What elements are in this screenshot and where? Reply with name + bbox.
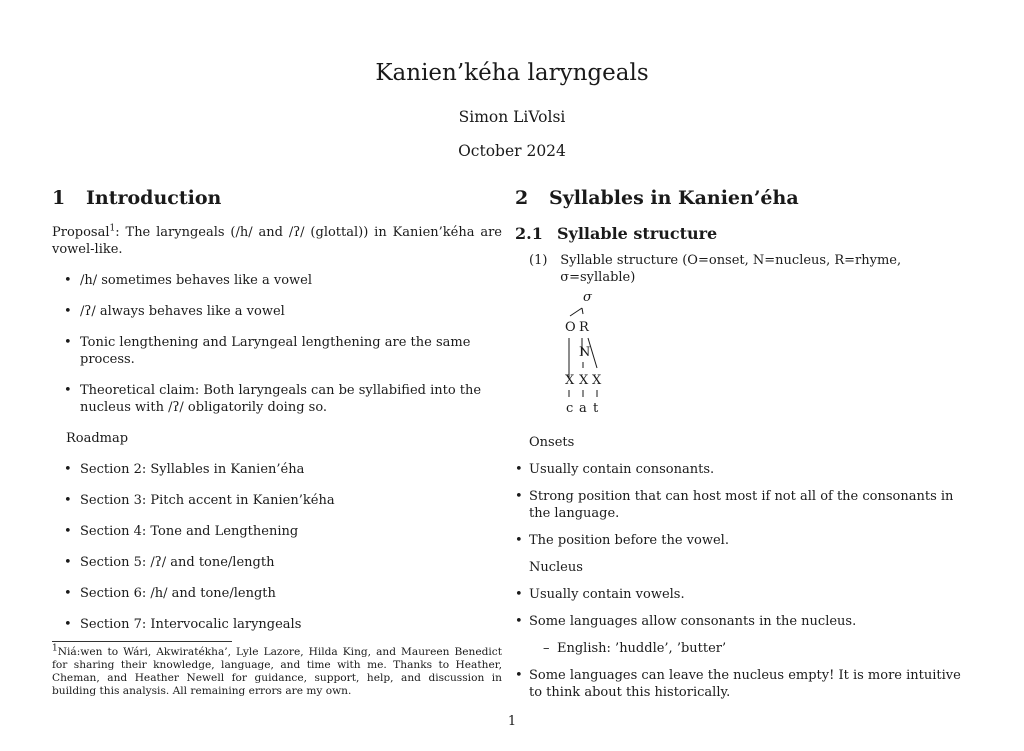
subsection-heading (515, 224, 970, 244)
list-item: • Section 5: /ʔ/ and tone/length (52, 554, 502, 571)
footnote (52, 643, 502, 698)
segment-3: t (593, 401, 599, 416)
list-item: • Usually contain vowels. (515, 586, 970, 603)
list-item: • Section 7: Intervocalic laryngeals (52, 616, 502, 633)
footnote-text: Niá:wen to Wári, Akwiratékha’, Lyle Lazore, Hilda King, and Maureen Benedict for sharing their knowledge, language, and time with me. Thanks to Heather, Cheman, and Heather Newell for guidance, support, help, and discussion in building this analysis. All remaining errors are my own. (52, 646, 502, 697)
list-item: • Some languages can leave the nucleus empty! It is more intuitive to think about this historically. (515, 667, 970, 701)
nucleus-label: Nucleus (529, 560, 583, 575)
onset-label: O (565, 320, 576, 335)
list-item: • /h/ sometimes behaves like a vowel (52, 272, 502, 289)
list-item: • Section 3: Pitch accent in Kanien’kéha (52, 492, 502, 509)
section-2-heading (515, 186, 970, 210)
roadmap-label: Roadmap (66, 431, 129, 446)
branch-line (582, 308, 583, 314)
x-slot-1: X (565, 373, 575, 388)
footnote-mark: 1 (52, 643, 58, 654)
onsets-list (515, 461, 970, 549)
syllable-tree-diagram (562, 290, 622, 420)
proposal-word: Proposal (52, 225, 110, 240)
footnote-ref: 1 (109, 223, 116, 234)
section-1-heading (52, 186, 502, 210)
nucleus-sublist (515, 640, 970, 657)
page-number: 1 (507, 714, 517, 729)
paper-title: Kanien’kéha laryngeals (375, 60, 649, 86)
subsection-number: 2.1 (515, 224, 543, 243)
onsets-label: Onsets (529, 435, 575, 450)
date: October 2024 (458, 142, 566, 160)
list-item: • Section 4: Tone and Lengthening (52, 523, 502, 540)
section-title: Introduction (86, 187, 222, 209)
list-item: • /ʔ/ always behaves like a vowel (52, 303, 502, 320)
x-slot-2: X (579, 373, 589, 388)
proposal-text: : The laryngeals (/h/ and /ʔ/ (glottal)) in Kanien’kéha are vowel-like. (52, 225, 502, 257)
segment-1: c (566, 401, 574, 416)
proposal-paragraph (52, 224, 502, 258)
rhyme-label: R (579, 320, 589, 335)
subsection-title: Syllable structure (557, 224, 718, 243)
author: Simon LiVolsi (458, 108, 566, 126)
list-item: • Theoretical claim: Both laryngeals can be syllabified into the nucleus with /ʔ/ obligatorily doing so. (52, 382, 502, 416)
nucleus-list-continued (515, 667, 970, 701)
intro-bullets (52, 272, 502, 416)
left-column (52, 186, 502, 698)
list-item: • Usually contain consonants. (515, 461, 970, 478)
section-title: Syllables in Kanien’éha (549, 187, 799, 209)
nucleus-list (515, 586, 970, 630)
nucleus-label: N (579, 345, 591, 360)
sublist-item: – English: ’huddle’, ’butter’ (515, 640, 970, 657)
list-item: • Some languages allow consonants in the nucleus. (515, 613, 970, 630)
section-number: 2 (515, 187, 529, 209)
right-column (515, 186, 970, 701)
list-item: • Tonic lengthening and Laryngeal lengthening are the same process. (52, 334, 502, 368)
segment-2: a (579, 401, 587, 416)
list-item: • Strong position that can host most if not all of the consonants in the language. (515, 488, 970, 522)
example-1 (515, 252, 970, 286)
example-caption: Syllable structure (O=onset, N=nucleus, R=rhyme, σ=syllable) (560, 253, 902, 285)
roadmap-list (52, 461, 502, 633)
branch-line (570, 308, 582, 316)
list-item: • Section 2: Syllables in Kanien’éha (52, 461, 502, 478)
list-item: • The position before the vowel. (515, 532, 970, 549)
x-slot-3: X (592, 373, 602, 388)
footnote-rule (52, 641, 232, 642)
section-number: 1 (52, 187, 66, 209)
syllable-tree (562, 290, 970, 420)
sigma-label: σ (583, 290, 592, 305)
example-number: (1) (529, 253, 548, 268)
list-item: • Section 6: /h/ and tone/length (52, 585, 502, 602)
